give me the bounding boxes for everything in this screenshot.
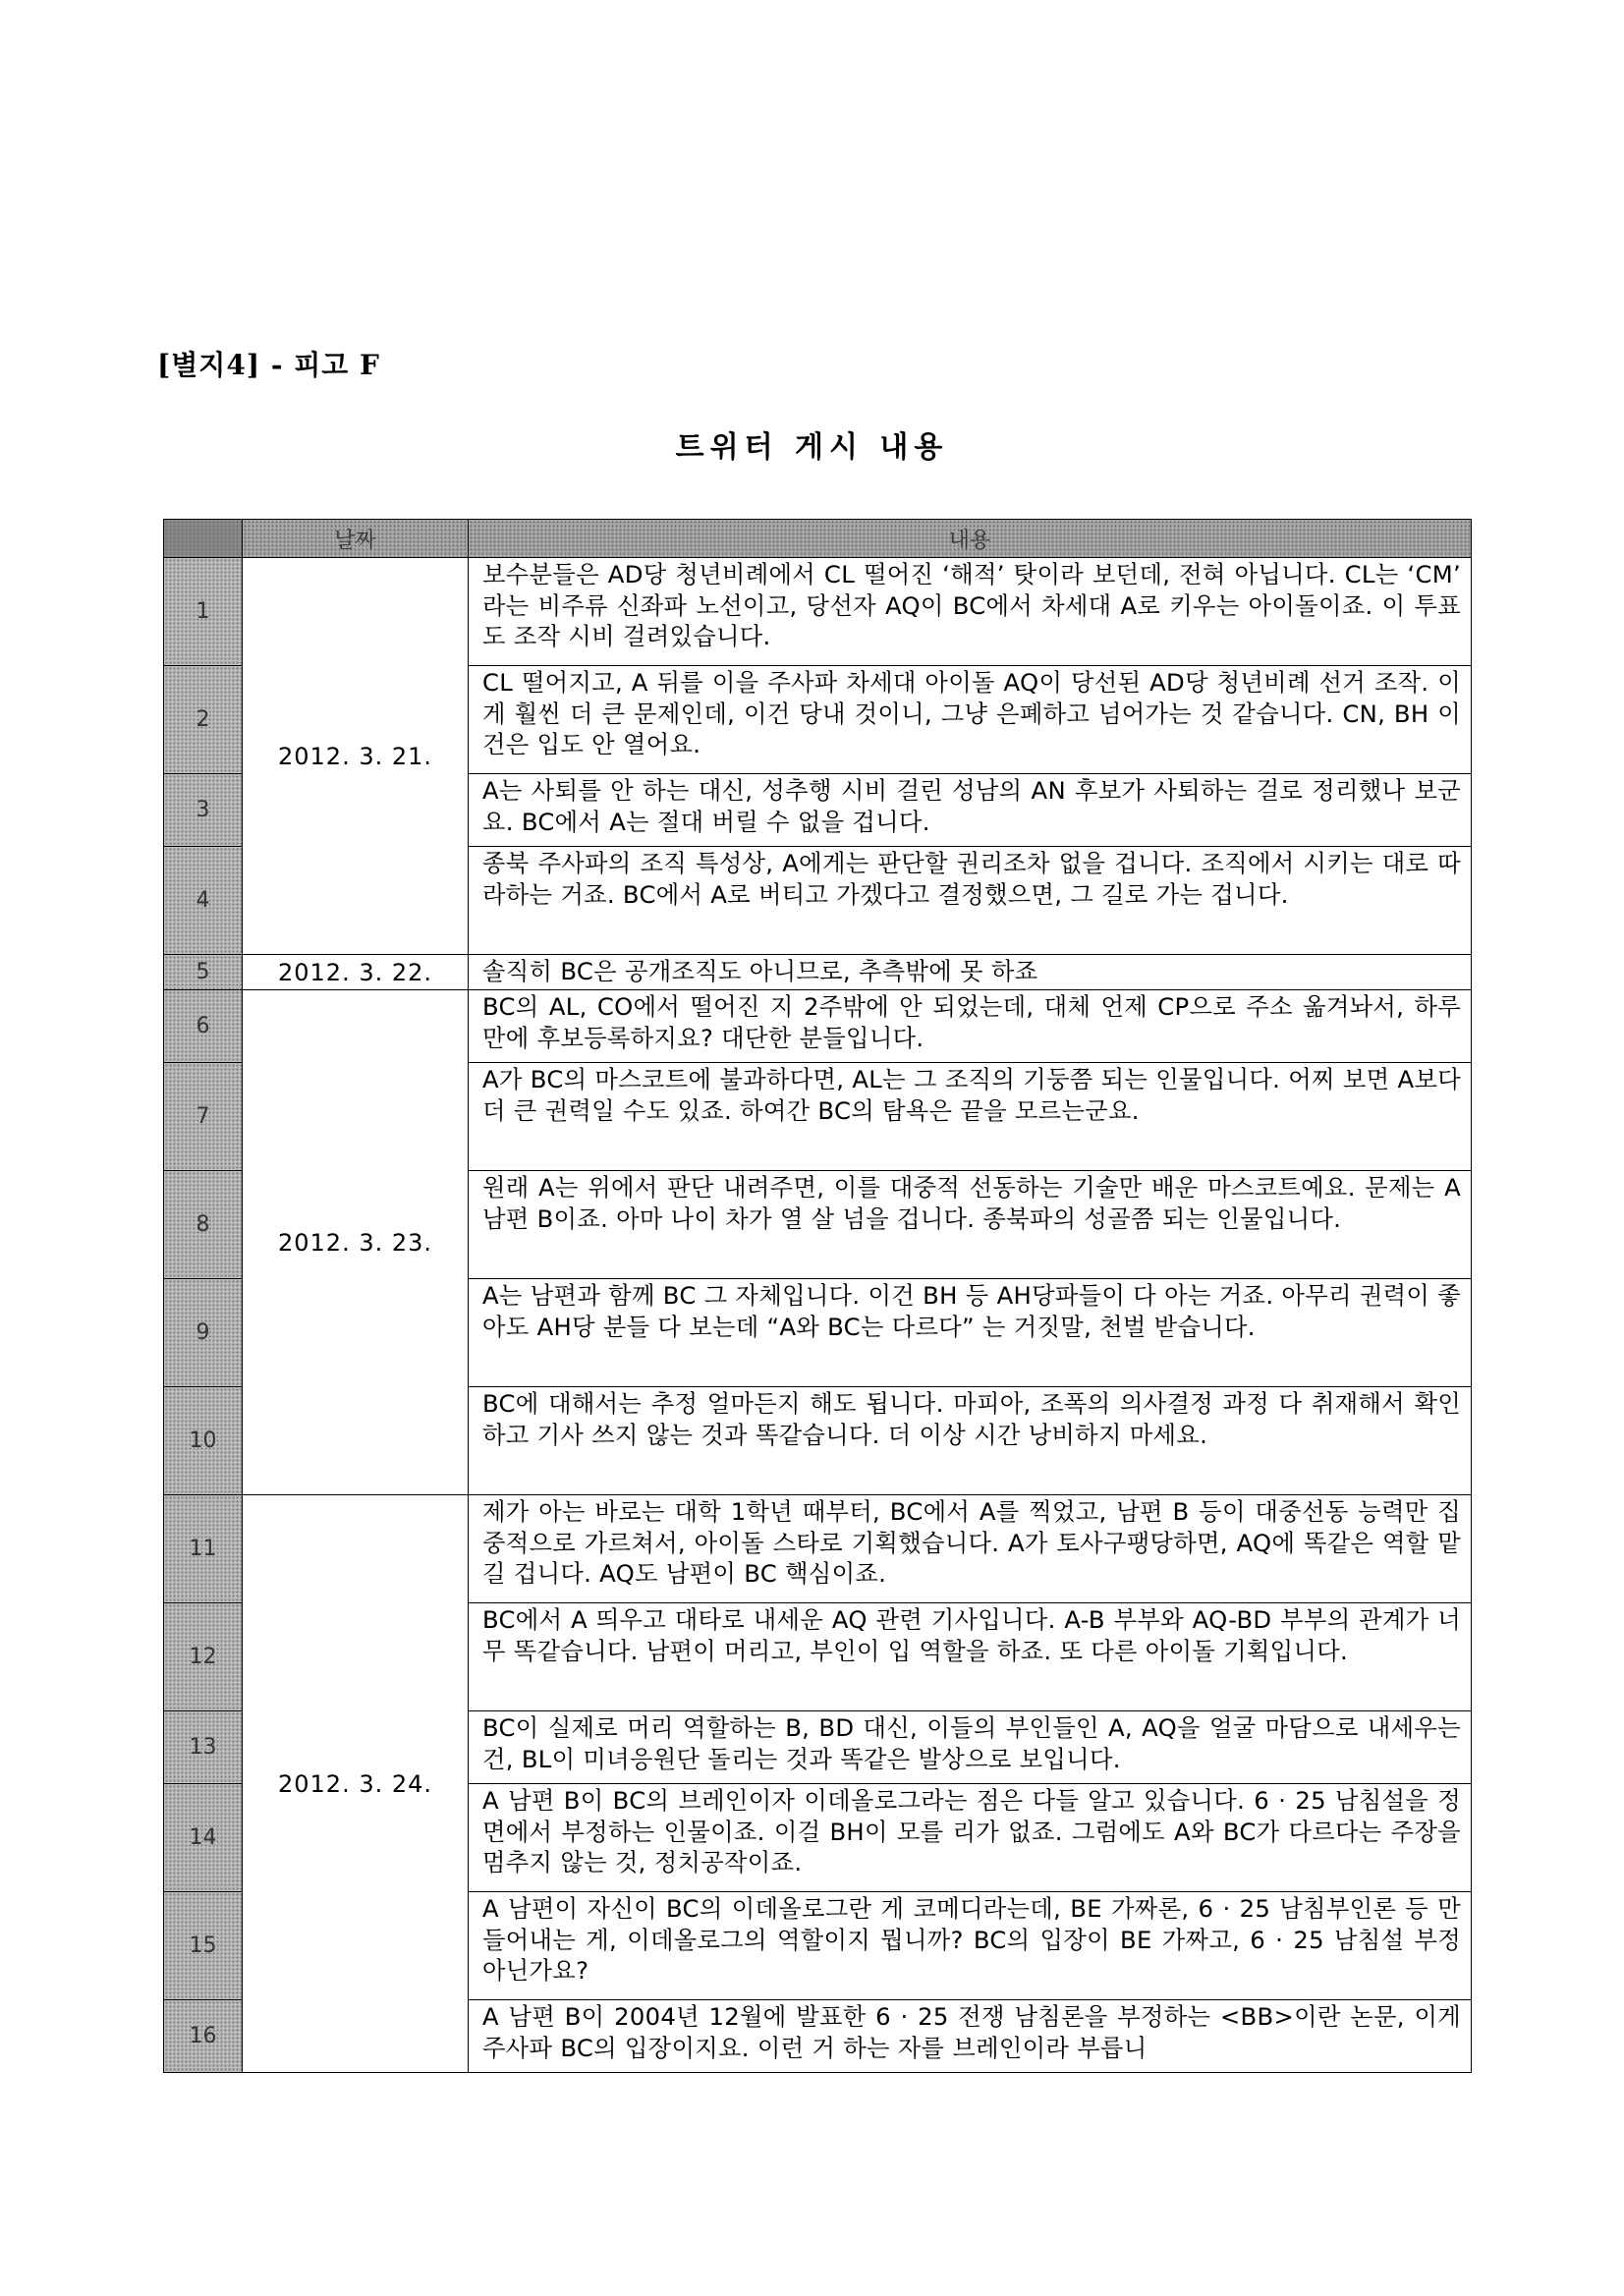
row-number: 14 [164, 1784, 243, 1892]
row-content: A는 남편과 함께 BC 그 자체입니다. 이건 BH 등 AH당파들이 다 아는 거죠. 아무리 권력이 좋아도 AH당 분들 다 보는데 “A와 BC는 다르다” 는 거짓말, 천벌 받습니다. [469, 1279, 1472, 1387]
row-number: 5 [164, 955, 243, 990]
table-row [164, 1495, 1472, 1603]
row-number: 1 [164, 558, 243, 666]
row-content: A 남편이 자신이 BC의 이데올로그란 게 코메디라는데, BE 가짜론, 6 · 25 남침부인론 등 만들어내는 게, 이데올로그의 역할이지 뭡니까? BC의 입장이 BE 가짜고, 6 · 25 남침설 부정 아닌가요? [469, 1892, 1472, 2000]
row-number: 11 [164, 1495, 243, 1603]
row-date: 2012. 3. 21. [243, 558, 469, 955]
row-content: 종북 주사파의 조직 특성상, A에게는 판단할 권리조차 없을 겁니다. 조직에서 시키는 대로 따라하는 거죠. BC에서 A로 버티고 가겠다고 결정했으면, 그 길로 가는 겁니다. [469, 847, 1472, 955]
row-number: 8 [164, 1171, 243, 1279]
row-number: 15 [164, 1892, 243, 2000]
row-date: 2012. 3. 22. [243, 955, 469, 990]
row-number: 13 [164, 1711, 243, 1784]
row-number: 4 [164, 847, 243, 955]
table-row [164, 558, 1472, 666]
row-number: 10 [164, 1387, 243, 1495]
row-content: A 남편 B이 BC의 브레인이자 이데올로그라는 점은 다들 알고 있습니다. 6 · 25 남침설을 정면에서 부정하는 인물이죠. 이걸 BH이 모를 리가 없죠. 그럼에도 A와 BC가 다르다는 주장을 멈추지 않는 것, 정치공작이죠. [469, 1784, 1472, 1892]
row-date: 2012. 3. 24. [243, 1495, 469, 2073]
row-content: CL 떨어지고, A 뒤를 이을 주사파 차세대 아이돌 AQ이 당선된 AD당 청년비례 선거 조작. 이게 훨씬 더 큰 문제인데, 이건 당내 것이니, 그냥 은폐하고 넘어가는 것 같습니다. CN, BH 이건은 입도 안 열어요. [469, 666, 1472, 774]
row-number: 16 [164, 2000, 243, 2073]
header-number-cell [164, 520, 243, 558]
row-number: 9 [164, 1279, 243, 1387]
table-row [164, 990, 1472, 1063]
row-number: 3 [164, 774, 243, 847]
header-content: 내용 [469, 520, 1472, 558]
row-content: BC이 실제로 머리 역할하는 B, BD 대신, 이들의 부인들인 A, AQ을 얼굴 마담으로 내세우는 건, BL이 미녀응원단 돌리는 것과 똑같은 발상으로 보입니다. [469, 1711, 1472, 1784]
row-content: BC에서 A 띄우고 대타로 내세운 AQ 관련 기사입니다. A-B 부부와 AQ-BD 부부의 관계가 너무 똑같습니다. 남편이 머리고, 부인이 입 역할을 하죠. 또 다른 아이돌 기획입니다. [469, 1603, 1472, 1711]
row-number: 2 [164, 666, 243, 774]
table-header-row [164, 520, 1472, 558]
row-content: 원래 A는 위에서 판단 내려주면, 이를 대중적 선동하는 기술만 배운 마스코트예요. 문제는 A 남편 B이죠. 아마 나이 차가 열 살 넘을 겁니다. 종북파의 성골쯤 되는 인물입니다. [469, 1171, 1472, 1279]
header-date: 날짜 [243, 520, 469, 558]
row-content: BC의 AL, CO에서 떨어진 지 2주밖에 안 되었는데, 대체 언제 CP으로 주소 옮겨놔서, 하루 만에 후보등록하지요? 대단한 분들입니다. [469, 990, 1472, 1063]
row-number: 7 [164, 1063, 243, 1171]
row-content: A는 사퇴를 안 하는 대신, 성추행 시비 걸린 성남의 AN 후보가 사퇴하는 걸로 정리했나 보군요. BC에서 A는 절대 버릴 수 없을 겁니다. [469, 774, 1472, 847]
row-content: A 남편 B이 2004년 12월에 발표한 6 · 25 전쟁 남침론을 부정하는 <BB>이란 논문, 이게 주사파 BC의 입장이지요. 이런 거 하는 자를 브레인이라 부릅니 [469, 2000, 1472, 2073]
row-content: 솔직히 BC은 공개조직도 아니므로, 추측밖에 못 하죠 [469, 955, 1472, 990]
row-date: 2012. 3. 23. [243, 990, 469, 1495]
row-content: BC에 대해서는 추정 얼마든지 해도 됩니다. 마피아, 조폭의 의사결정 과정 다 취재해서 확인하고 기사 쓰지 않는 것과 똑같습니다. 더 이상 시간 낭비하지 마세요. [469, 1387, 1472, 1495]
row-content: 제가 아는 바로는 대학 1학년 때부터, BC에서 A를 찍었고, 남편 B 등이 대중선동 능력만 집중적으로 가르쳐서, 아이돌 스타로 기획했습니다. A가 토사구팽당하면, AQ에 똑같은 역할 맡길 겁니다. AQ도 남편이 BC 핵심이죠. [469, 1495, 1472, 1603]
row-content: 보수분들은 AD당 청년비례에서 CL 떨어진 ‘해적’ 탓이라 보던데, 전혀 아닙니다. CL는 ‘CM’ 라는 비주류 신좌파 노선이고, 당선자 AQ이 BC에서 차세대 A로 키우는 아이돌이죠. 이 투표도 조작 시비 걸려있습니다. [469, 558, 1472, 666]
tweet-table [163, 519, 1472, 2073]
row-content: A가 BC의 마스코트에 불과하다면, AL는 그 조직의 기둥쯤 되는 인물입니다. 어찌 보면 A보다 더 큰 권력일 수도 있죠. 하여간 BC의 탐욕은 끝을 모르는군요. [469, 1063, 1472, 1171]
row-number: 6 [164, 990, 243, 1063]
document-title: 트위터 게시 내용 [675, 430, 949, 465]
row-number: 12 [164, 1603, 243, 1711]
table-row [164, 955, 1472, 990]
annex-label: [별지4] - 피고 F [157, 349, 380, 381]
